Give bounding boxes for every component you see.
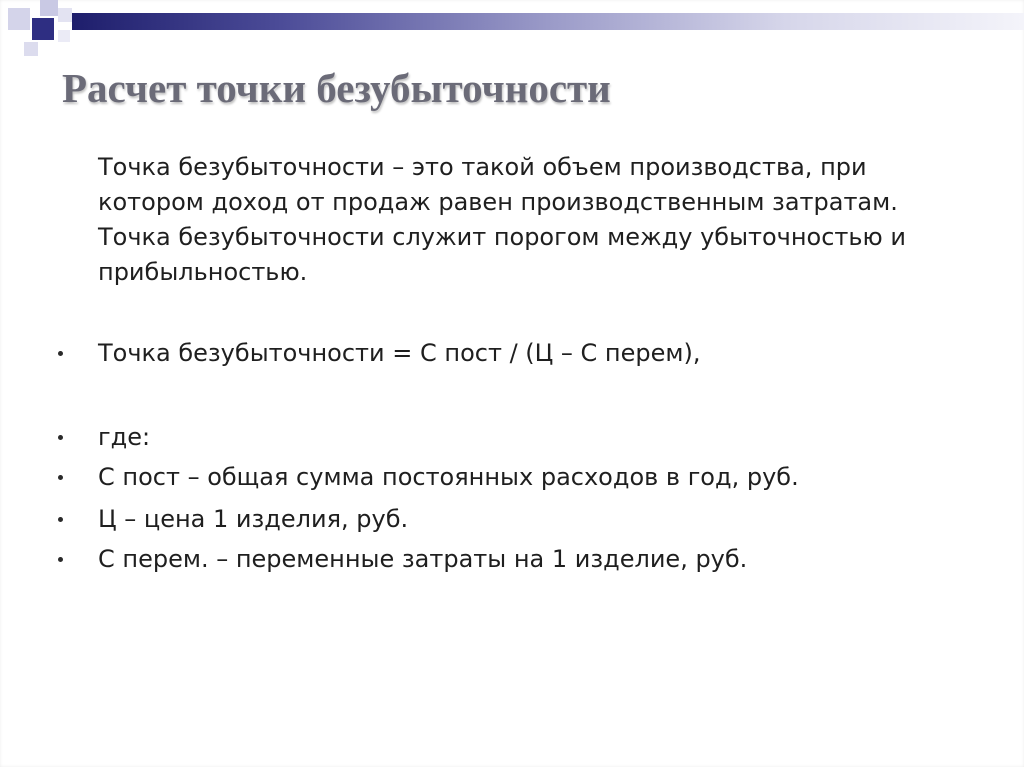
top-gradient-bar — [72, 13, 1024, 30]
bullet-item-where — [0, 420, 1000, 454]
bullet-dot-icon — [58, 517, 63, 522]
bullet-item-fixed-costs — [0, 460, 1000, 494]
decor-square — [58, 8, 72, 22]
bullet-dot-icon — [58, 475, 63, 480]
bullet-dot-icon — [58, 435, 63, 440]
intro-paragraph — [98, 150, 978, 290]
bullet-text: С пост – общая сумма постоянных расходов в год, руб. — [98, 463, 799, 491]
bullet-dot-icon — [58, 351, 63, 356]
intro-line: котором доход от продаж равен производственным затратам. — [98, 188, 898, 216]
decor-square — [40, 0, 58, 16]
decor-square — [32, 18, 54, 40]
intro-line: Точка безубыточности служит порогом между убыточностью и — [98, 223, 906, 251]
slide-title: Расчет точки безубыточности — [62, 65, 611, 111]
intro-line: прибыльностью. — [98, 258, 308, 286]
bullet-text: Ц – цена 1 изделия, руб. — [98, 505, 409, 533]
bullet-text: Точка безубыточности = С пост / (Ц – С перем), — [98, 339, 701, 367]
decorative-squares — [0, 0, 90, 60]
decor-square — [24, 42, 38, 56]
intro-line: Точка безубыточности – это такой объем производства, при — [98, 153, 867, 181]
decor-square — [8, 8, 30, 30]
bullet-item-variable-costs — [0, 542, 1000, 576]
decor-square — [58, 30, 70, 42]
bullet-item-formula — [0, 336, 1000, 370]
bullet-text: где: — [98, 423, 151, 451]
bullet-text: С перем. – переменные затраты на 1 изделие, руб. — [98, 545, 748, 573]
bullet-item-price — [0, 502, 1000, 536]
bullet-dot-icon — [58, 557, 63, 562]
